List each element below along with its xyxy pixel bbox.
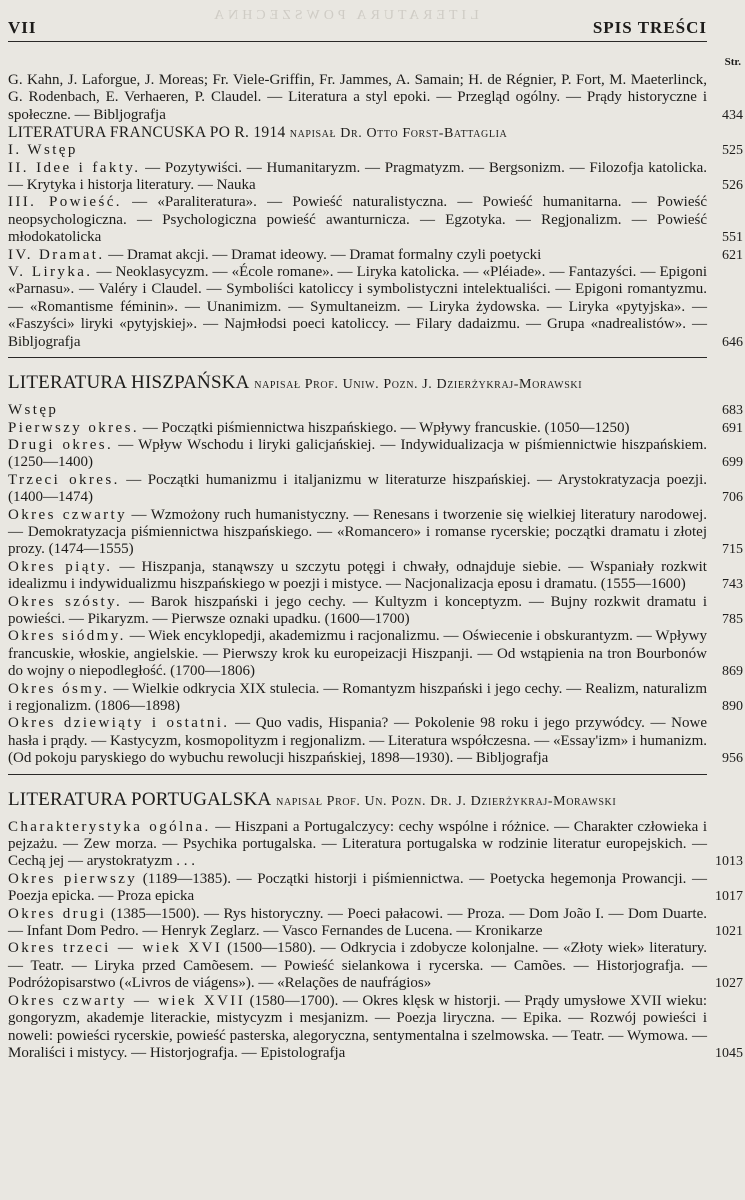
entry-head: Okres ósmy. — [8, 680, 110, 697]
entry-text: — Wzmożony ruch humanistyczny. — Renesans i tworzenie się wielkiej literatury narodowej. — Demokratyzacja piśmiennictwa hiszpańskiego. — «Romancero» i romanse rycerskie; początki dramatu i złotej prozy. (1474—1555) — [8, 506, 707, 558]
toc-entry — [8, 246, 743, 264]
toc-entry — [8, 471, 743, 507]
entry-head: Wstęp — [8, 402, 59, 419]
toc-entry — [8, 159, 743, 195]
toc-entry — [8, 715, 743, 767]
bleed-through-text: LITERATURA POWSZECHNA — [210, 8, 479, 23]
entry-page: 1017 — [715, 889, 743, 905]
entry-page: 526 — [722, 178, 743, 194]
toc-entry — [8, 402, 743, 419]
entry-text: — Wiek encyklopedji, akademizmu i racjonalizmu. — Oświecenie i obskurantyzm. — Wpływy francuskie, włoskie, angielskie. — Pierwszy krok ku europeizacji Hiszpanji. — Od wstąpienia na tron Bourbonów do wojny o niepodległość. (1700—1806) — [8, 628, 707, 680]
entry-page: 434 — [722, 107, 743, 123]
page-column-label: Str. — [724, 56, 741, 68]
entry-page: 715 — [722, 542, 743, 558]
section-author: napisał Prof. Uniw. Pozn. J. Dzierżykraj-Morawski — [254, 377, 583, 393]
entry-page: 1045 — [715, 1045, 743, 1061]
entry-text: — Dramat akcji. — Dramat ideowy. — Dramat formalny czyli poetycki — [108, 246, 542, 263]
entry-page: 525 — [722, 143, 743, 159]
section-heading-portuguese — [8, 789, 707, 811]
page-roman-number: VII — [8, 18, 37, 37]
entry-head: Pierwszy okres. — [8, 419, 139, 436]
entry-text: — «Paraliteratura». — Powieść naturalistyczna. — Powieść humanitarna. — Powieść neopsychologiczna. — Psychologiczna powieść awanturnicza. — Egzotyka. — Regjonalizm. — Powieść młodokatolicka — [8, 194, 707, 246]
entry-page: 1027 — [715, 976, 743, 992]
toc-entry — [8, 194, 743, 246]
entry-head: Okres dziewiąty i ostatni. — [8, 715, 230, 732]
entry-head: Okres piąty. — [8, 558, 113, 575]
toc-entry — [8, 593, 743, 629]
toc-entry — [8, 870, 743, 906]
entry-head: Okres czwarty — [8, 506, 127, 523]
entry-text: — Początki piśmiennictwa hiszpańskiego. — Wpływy francuskie. (1050—1250) — [142, 419, 630, 436]
toc-content — [8, 72, 743, 1062]
entry-text: — Wielkie odkrycia XIX stulecia. — Romantyzm hiszpański i jego cechy. — Realizm, naturalizm i regjonalizm. (1806—1898) — [8, 680, 707, 714]
toc-entry — [8, 905, 743, 941]
toc-entry — [8, 628, 743, 680]
toc-entry — [8, 992, 743, 1063]
toc-entry — [8, 142, 743, 159]
entry-page: 956 — [722, 751, 743, 767]
entry-head: Okres siódmy. — [8, 628, 126, 645]
entry-head: Drugi okres. — [8, 436, 114, 453]
section-title: LITERATURA PORTUGALSKA — [8, 788, 272, 810]
toc-entry-intro — [8, 72, 743, 124]
entry-head: V. Liryka. — [8, 264, 93, 281]
entry-text: — Hiszpanja, stanąwszy u szczytu potęgi i chwały, odnajduje siebie. — Wspaniały rozkwit idealizmu i indywidualizmu hiszpańskiego w poezji i mistyce. — Nacjonalizacja eposu i dramatu. (1555—1600) — [8, 558, 707, 593]
entry-page: 785 — [722, 611, 743, 627]
entry-head: Okres czwarty — wiek XVII — [8, 992, 246, 1009]
entry-text: (1385—1500). — Rys historyczny. — Poeci pałacowi. — Proza. — Dom João I. — Dom Duarte. — Infant Dom Pedro. — Henryk Zeglarz. — Vasco Fernandes de Lucena. — Kronikarze — [8, 905, 707, 940]
section-title: LITERATURA HISZPAŃSKA — [8, 372, 250, 394]
entry-page: 691 — [722, 420, 743, 436]
toc-entry — [8, 436, 743, 472]
section-heading-spanish — [8, 372, 707, 394]
section-author: napisał Prof. Un. Pozn. Dr. J. Dzierżykraj-Morawski — [276, 793, 617, 809]
toc-entry — [8, 818, 743, 871]
entry-head: Okres drugi — [8, 905, 107, 922]
entry-head: III. Powieść. — [8, 194, 122, 211]
entry-page: 890 — [722, 699, 743, 714]
entry-text: — Pozytywiści. — Humanitaryzm. — Pragmatyzm. — Bergsonizm. — Filozofja katolicka. — Krytyka i historja literatury. — Nauka — [8, 159, 707, 194]
section-divider — [8, 357, 707, 358]
entry-text: — Początki humanizmu i italjanizmu w literaturze hiszpańskiej. — Arystokratyzacja poezji. (1400—1474) — [8, 471, 708, 506]
toc-entry — [8, 940, 743, 992]
entry-page: 683 — [722, 403, 743, 419]
entry-head: Okres trzeci — wiek XVI — [8, 940, 223, 957]
toc-entry — [8, 419, 743, 437]
toc-entry — [8, 264, 743, 351]
entry-text: (1500—1580). — Odkrycia i zdobycze kolonjalne. — «Złoty wiek» literatury. — Teatr. — Liryka przed Camõesem. — Powieść sielankowa i rycerska. — Camões. — Historjografja. — Podróżopisarstwo («Livros de viágens»). — «Relações de naufrágios» — [8, 940, 707, 992]
entry-text: — Wpływ Wschodu i liryki galicjańskiej. — Indywidualizacja w piśmiennictwie hiszpańskiem. (1250—1400) — [8, 436, 708, 471]
entry-text: (1189—1385). — Początki historji i piśmiennictwa. — Poetycka hegemonja Prowancji. — Poezja epicka. — Proza epicka — [8, 870, 707, 905]
entry-head: Charakterystyka ogólna. — [8, 818, 211, 835]
entry-head: II. Idee i fakty. — [8, 159, 141, 176]
toc-entry — [8, 558, 743, 594]
entry-page: 1021 — [715, 924, 743, 940]
entry-page: 743 — [722, 577, 743, 593]
entry-text: G. Kahn, J. Laforgue, J. Moreas; Fr. Viele-Griffin, Fr. Jammes, A. Samain; H. de Régnier, P. Fort, M. Maeterlinck, G. Rodenbach, E. Verhaeren, P. Claudel. — Literatura a styl epoki. — Przegląd ogólny. — Prądy historyczne i społeczne. — Bibljografja — [8, 72, 707, 123]
section-heading-french — [8, 124, 707, 142]
section-divider — [8, 774, 707, 775]
toc-entry — [8, 680, 743, 716]
section-title: LITERATURA FRANCUSKA PO R. 1914 — [8, 124, 286, 142]
entry-page: 621 — [722, 247, 743, 263]
entry-text: — Quo vadis, Hispania? — Pokolenie 98 roku i jego przywódcy. — Nowe hasła i prądy. — Kastycyzm, kosmopolityzm i regjonalizm. — Literatura współczesna. — «Essay'izm» i humanizm. (Od pokoju paryskiego do wybuchu rewolucji hiszpańskiej, 1898—1930). — Bibljografja — [8, 715, 707, 767]
entry-page: 706 — [722, 490, 743, 506]
entry-head: Trzeci okres. — [8, 471, 120, 488]
entry-head: Okres pierwszy — [8, 870, 138, 887]
header-title: SPIS TREŚCI — [592, 18, 707, 37]
entry-page: 869 — [722, 664, 743, 680]
entry-page: 1013 — [715, 854, 743, 870]
entry-text: — Hiszpani a Portugalczycy: cechy wspólne i różnice. — Charakter człowieka i pejzażu. — Zew morza. — Psychika portugalska. — Literatura portugalska w rodzinie literatur europejskich. — Cechą jej — arystokratyzm . . . — [8, 818, 708, 870]
entry-text: — Barok hiszpański i jego cechy. — Kultyzm i konceptyzm. — Bujny rozkwit dramatu i powieści. — Pikaryzm. — Pierwsze oznaki upadku. (1600—1700) — [8, 593, 707, 627]
running-header — [8, 18, 707, 42]
toc-entry — [8, 506, 743, 559]
entry-page: 551 — [722, 230, 743, 246]
entry-page: 699 — [722, 455, 743, 471]
entry-text: (1580—1700). — Okres klęsk w historji. — Prądy umysłowe XVII wieku: gongoryzm, akademje literackie, mistycyzm i mesjanizm. — Poezja liryczna. — Epika. — Rozwój powieści i noweli: powieści rycerskie, powieść pasterska, alegoryczna, sentymentalna i szelmowska. — Teatr. — Wymowa. — Moraliści i mistycy. — Historjografja. — Epistolografja — [8, 992, 708, 1061]
entry-head: IV. Dramat. — [8, 246, 105, 263]
entry-head: I. Wstęp — [8, 142, 78, 159]
entry-head: Okres szósty. — [8, 593, 123, 610]
section-author: napisał Dr. Otto Forst-Battaglia — [289, 126, 508, 142]
entry-text: — Neoklasycyzm. — «École romane». — Liryka katolicka. — «Pléiade». — Fantazyści. — Epigoni «Parnasu». — Valéry i Claudel. — Symboliści katoliccy i symbolistyczni intelektualiści. — Epigoni romantyzmu. — «Romantisme féminin». — Unanimizm. — Symultaneizm. — Liryka żydowska. — Liryka «pytyjska». — «Faszyści» liryki «pytyjskiej». — Najmłodsi poeci katoliccy. — Filary dadaizmu. — Grupa «nadrealistów». — Bibljografja — [8, 264, 708, 350]
entry-page: 646 — [722, 334, 743, 350]
